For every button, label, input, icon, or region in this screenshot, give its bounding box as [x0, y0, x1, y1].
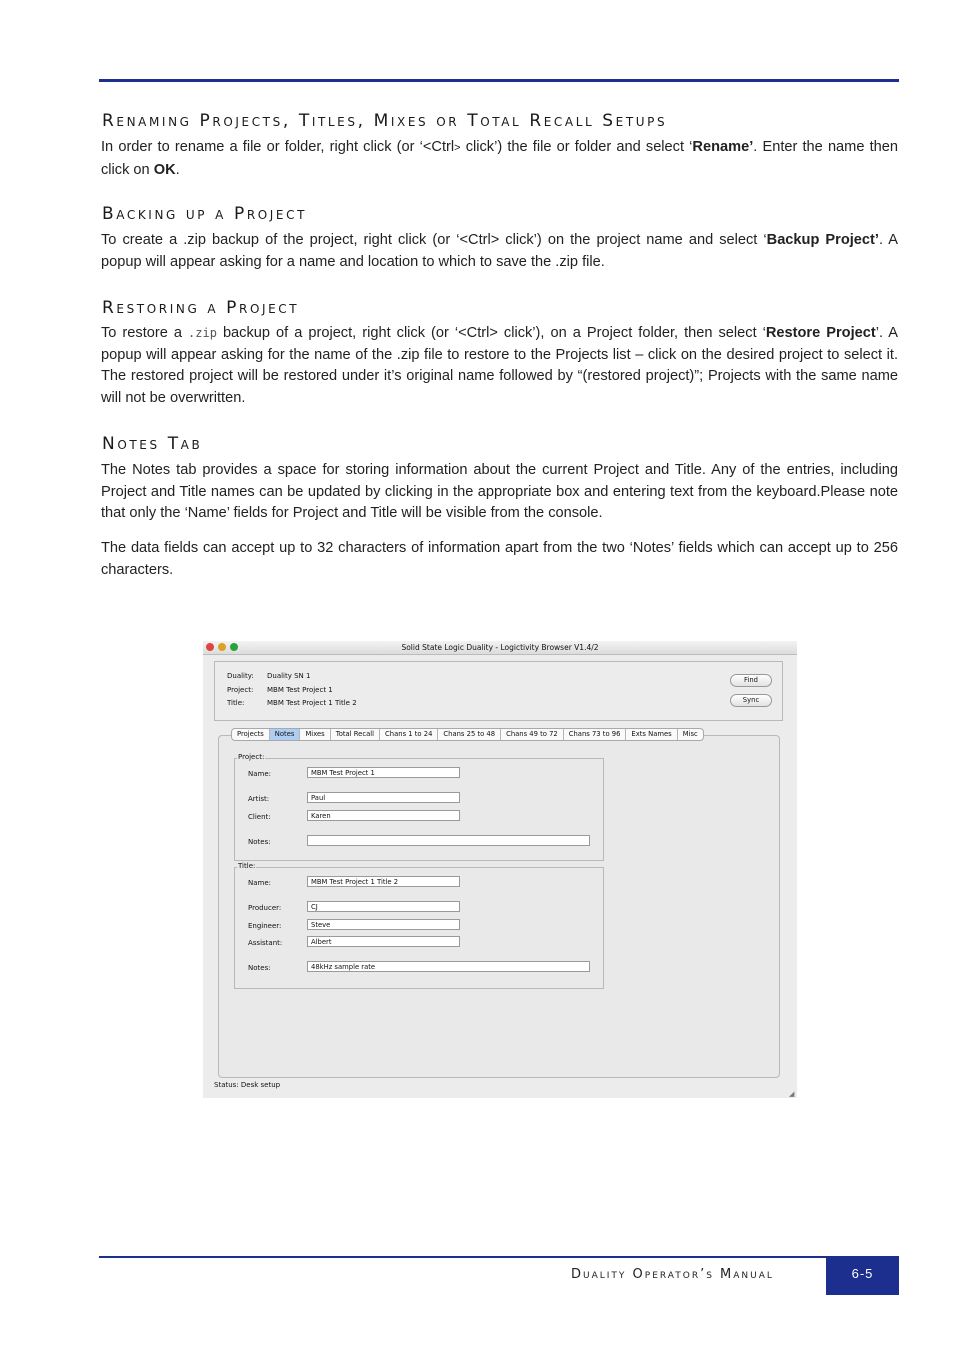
- heading-notes-tab: Notes Tab: [102, 434, 203, 454]
- tab-chans-73-96[interactable]: Chans 73 to 96: [564, 729, 627, 740]
- duality-label: Duality:: [227, 672, 254, 680]
- assistant-field[interactable]: Albert: [307, 936, 460, 947]
- minimize-window-icon[interactable]: [218, 643, 226, 651]
- duality-value: Duality SN 1: [267, 672, 311, 680]
- title-group-label: Title:: [238, 862, 256, 870]
- resize-grip-icon[interactable]: ◢: [789, 1090, 795, 1098]
- current-info-panel: [214, 661, 783, 721]
- title-name-label: Name:: [248, 879, 272, 887]
- project-notes-field[interactable]: [307, 835, 590, 846]
- tab-chans-49-72[interactable]: Chans 49 to 72: [501, 729, 564, 740]
- heading-renaming: Renaming Projects, Titles, Mixes or Total Recall Setups: [102, 111, 668, 131]
- project-name-label: Name:: [248, 770, 272, 778]
- producer-label: Producer:: [248, 904, 282, 912]
- title-notes-field[interactable]: 48kHz sample rate: [307, 961, 590, 972]
- tab-bar: [231, 728, 704, 741]
- paragraph-notes-tab-1: The Notes tab provides a space for storing information about the current Project and Title. Any of the entries, including Project and Title names can be updated by clicking in the appropriate box and entering text from the keyboard.Please note that only the ‘Name’ fields for Project and Title will be visible from the console.: [101, 462, 898, 522]
- header-rule: [99, 79, 899, 82]
- tab-chans-1-24[interactable]: Chans 1 to 24: [380, 729, 438, 740]
- status-bar: Status: Desk setup: [214, 1081, 281, 1089]
- paragraph-backing-up: To create a .zip backup of the project, right click (or ‘<Ctrl> click’) on the project name and select ‘Backup Project’. A popup will appear asking for a name and location to which to save the .zip file.: [101, 232, 898, 270]
- assistant-label: Assistant:: [248, 939, 283, 947]
- project-group-label: Project:: [238, 753, 265, 761]
- tab-exts-names[interactable]: Exts Names: [626, 729, 677, 740]
- paragraph-restoring: To restore a .zip backup of a project, right click (or ‘<Ctrl> click’), on a Project folder, then select ‘Restore Project’. A popup will appear asking for the name of the .zip file to restore to the Projects list – click on the desired project to select it. The restored project will be restored under it’s original name followed by “(restored project)”; Projects with the same name will not be overwritten.: [101, 325, 898, 406]
- tab-projects[interactable]: Projects: [232, 729, 270, 740]
- artist-field[interactable]: Paul: [307, 792, 460, 803]
- project-value: MBM Test Project 1: [267, 686, 333, 694]
- title-group: [234, 862, 604, 989]
- sync-button[interactable]: Sync: [730, 694, 772, 707]
- paragraph-notes-tab-2: The data fields can accept up to 32 characters of information apart from the two ‘Notes’ fields which can accept up to 256 characters.: [101, 540, 898, 578]
- engineer-label: Engineer:: [248, 922, 282, 930]
- project-notes-label: Notes:: [248, 838, 271, 846]
- project-group: [234, 753, 604, 861]
- app-window-screenshot: [203, 641, 797, 1098]
- project-name-field[interactable]: MBM Test Project 1: [307, 767, 460, 778]
- title-row: [227, 699, 357, 707]
- footer-rule: [99, 1256, 826, 1258]
- artist-label: Artist:: [248, 795, 270, 803]
- heading-restoring: Restoring a Project: [102, 298, 300, 318]
- window-title: Solid State Logic Duality - Logictivity Browser V1.4/2: [401, 643, 599, 652]
- tab-mixes[interactable]: Mixes: [300, 729, 330, 740]
- title-value: MBM Test Project 1 Title 2: [267, 699, 357, 707]
- engineer-field[interactable]: Steve: [307, 919, 460, 930]
- zoom-window-icon[interactable]: [230, 643, 238, 651]
- duality-row: [227, 672, 310, 680]
- heading-backing-up: Backing up a Project: [102, 204, 308, 224]
- client-label: Client:: [248, 813, 271, 821]
- window-titlebar: [203, 641, 797, 655]
- tab-chans-25-48[interactable]: Chans 25 to 48: [438, 729, 501, 740]
- title-notes-label: Notes:: [248, 964, 271, 972]
- producer-field[interactable]: CJ: [307, 901, 460, 912]
- tab-notes[interactable]: Notes: [270, 729, 301, 740]
- client-field[interactable]: Karen: [307, 810, 460, 821]
- close-window-icon[interactable]: [206, 643, 214, 651]
- page-number: 6-5: [826, 1256, 899, 1295]
- project-label: Project:: [227, 686, 254, 694]
- title-label: Title:: [227, 699, 245, 707]
- tab-total-recall[interactable]: Total Recall: [331, 729, 380, 740]
- tab-misc[interactable]: Misc: [682, 730, 698, 738]
- find-button[interactable]: Find: [730, 674, 772, 687]
- project-row: [227, 686, 333, 694]
- footer-manual-title: Duality Operator’s Manual: [571, 1267, 774, 1282]
- title-name-field[interactable]: MBM Test Project 1 Title 2: [307, 876, 460, 887]
- paragraph-renaming: In order to rename a file or folder, right click (or ‘<Ctrl> click’) the file or folder and select ‘Rename’. Enter the name then click on OK.: [101, 139, 899, 178]
